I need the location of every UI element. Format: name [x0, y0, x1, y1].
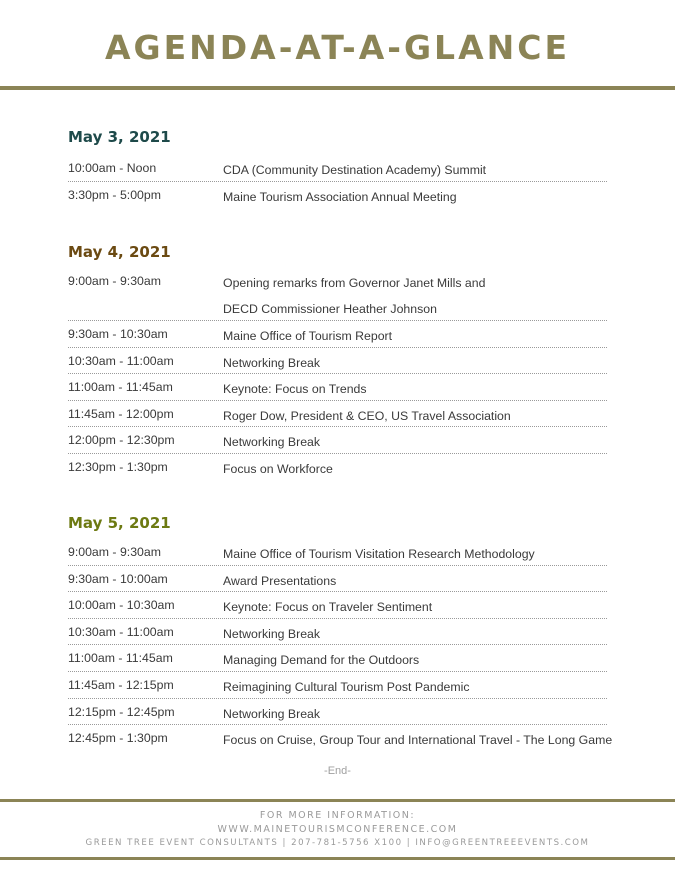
agenda-time: 9:00am - 9:30am — [68, 274, 161, 288]
agenda-row — [68, 699, 607, 726]
agenda-description: Networking Break — [223, 626, 321, 641]
day-schedule — [68, 539, 613, 752]
agenda-row — [68, 619, 607, 646]
footer-divider-bottom — [0, 857, 675, 860]
agenda-row — [68, 182, 607, 209]
day-heading: May 5, 2021 — [68, 514, 171, 532]
page-title: AGENDA-AT-A-GLANCE — [104, 28, 571, 67]
agenda-time: 10:30am - 11:00am — [68, 624, 174, 639]
agenda-row — [68, 268, 607, 321]
agenda-row — [68, 401, 607, 428]
agenda-description: Maine Office of Tourism Report — [223, 329, 393, 343]
agenda-description: Networking Break — [223, 706, 321, 721]
agenda-row — [68, 592, 607, 619]
agenda-description: Networking Break — [223, 355, 321, 370]
day-heading: May 3, 2021 — [68, 128, 171, 146]
agenda-row — [68, 348, 607, 375]
agenda-row — [68, 566, 607, 593]
agenda-description: Networking Break — [223, 435, 321, 450]
agenda-description: Maine Tourism Association Annual Meeting — [223, 189, 457, 204]
agenda-description: CDA (Community Destination Academy) Summit — [223, 163, 487, 177]
day-schedule — [68, 268, 607, 481]
footer-info-label: FOR MORE INFORMATION: — [259, 810, 416, 821]
agenda-description-line2: DECD Commissioner Heather Johnson — [223, 302, 437, 316]
agenda-description: Managing Demand for the Outdoors — [223, 653, 420, 668]
agenda-time: 12:15pm - 12:45pm — [68, 704, 175, 719]
day-schedule — [68, 155, 607, 208]
agenda-time: 10:00am - 10:30am — [68, 598, 175, 613]
footer-divider-top — [0, 799, 675, 802]
agenda-time: 9:30am - 10:30am — [68, 327, 168, 341]
agenda-time: 3:30pm - 5:00pm — [68, 187, 161, 202]
end-marker: -End- — [324, 765, 351, 777]
agenda-time: 11:45am - 12:00pm — [68, 406, 174, 421]
agenda-description: Award Presentations — [223, 573, 337, 588]
agenda-row — [68, 155, 607, 182]
agenda-row — [68, 427, 607, 454]
header-divider — [0, 86, 675, 90]
agenda-time: 12:45pm - 1:30pm — [68, 731, 168, 746]
agenda-time: 11:00am - 11:45am — [68, 651, 173, 666]
agenda-time: 11:00am - 11:45am — [68, 380, 173, 395]
agenda-row — [68, 672, 607, 699]
agenda-row — [68, 539, 607, 566]
day-heading: May 4, 2021 — [68, 243, 171, 261]
agenda-row — [68, 454, 607, 481]
agenda-time: 11:45am - 12:15pm — [68, 677, 174, 692]
agenda-time: 9:00am - 9:30am — [68, 545, 161, 559]
agenda-description: Focus on Workforce — [223, 461, 333, 476]
agenda-time: 10:00am - Noon — [68, 161, 157, 175]
agenda-row — [68, 725, 613, 752]
agenda-time: 10:30am - 11:00am — [68, 353, 174, 368]
agenda-time: 12:00pm - 12:30pm — [68, 433, 175, 448]
agenda-time: 12:30pm - 1:30pm — [68, 459, 168, 474]
agenda-description: Keynote: Focus on Trends — [223, 382, 367, 397]
agenda-row — [68, 321, 607, 348]
agenda-time: 9:30am - 10:00am — [68, 571, 168, 586]
agenda-description: Opening remarks from Governor Janet Mills and — [223, 276, 486, 290]
footer-website-link[interactable]: WWW.MAINETOURISMCONFERENCE.COM — [217, 824, 458, 835]
agenda-description: Focus on Cruise, Group Tour and International Travel - The Long Game — [223, 733, 613, 748]
agenda-description: Roger Dow, President & CEO, US Travel Association — [223, 408, 511, 423]
agenda-row — [68, 645, 607, 672]
agenda-description: Reimagining Cultural Tourism Post Pandemic — [223, 679, 470, 694]
agenda-description: Keynote: Focus on Traveler Sentiment — [223, 600, 433, 615]
agenda-description: Maine Office of Tourism Visitation Research Methodology — [223, 547, 535, 561]
agenda-row — [68, 374, 607, 401]
footer-contact: GREEN TREE EVENT CONSULTANTS | 207-781-5756 X100 | INFO@GREENTREEEVENTS.COM — [85, 838, 590, 848]
